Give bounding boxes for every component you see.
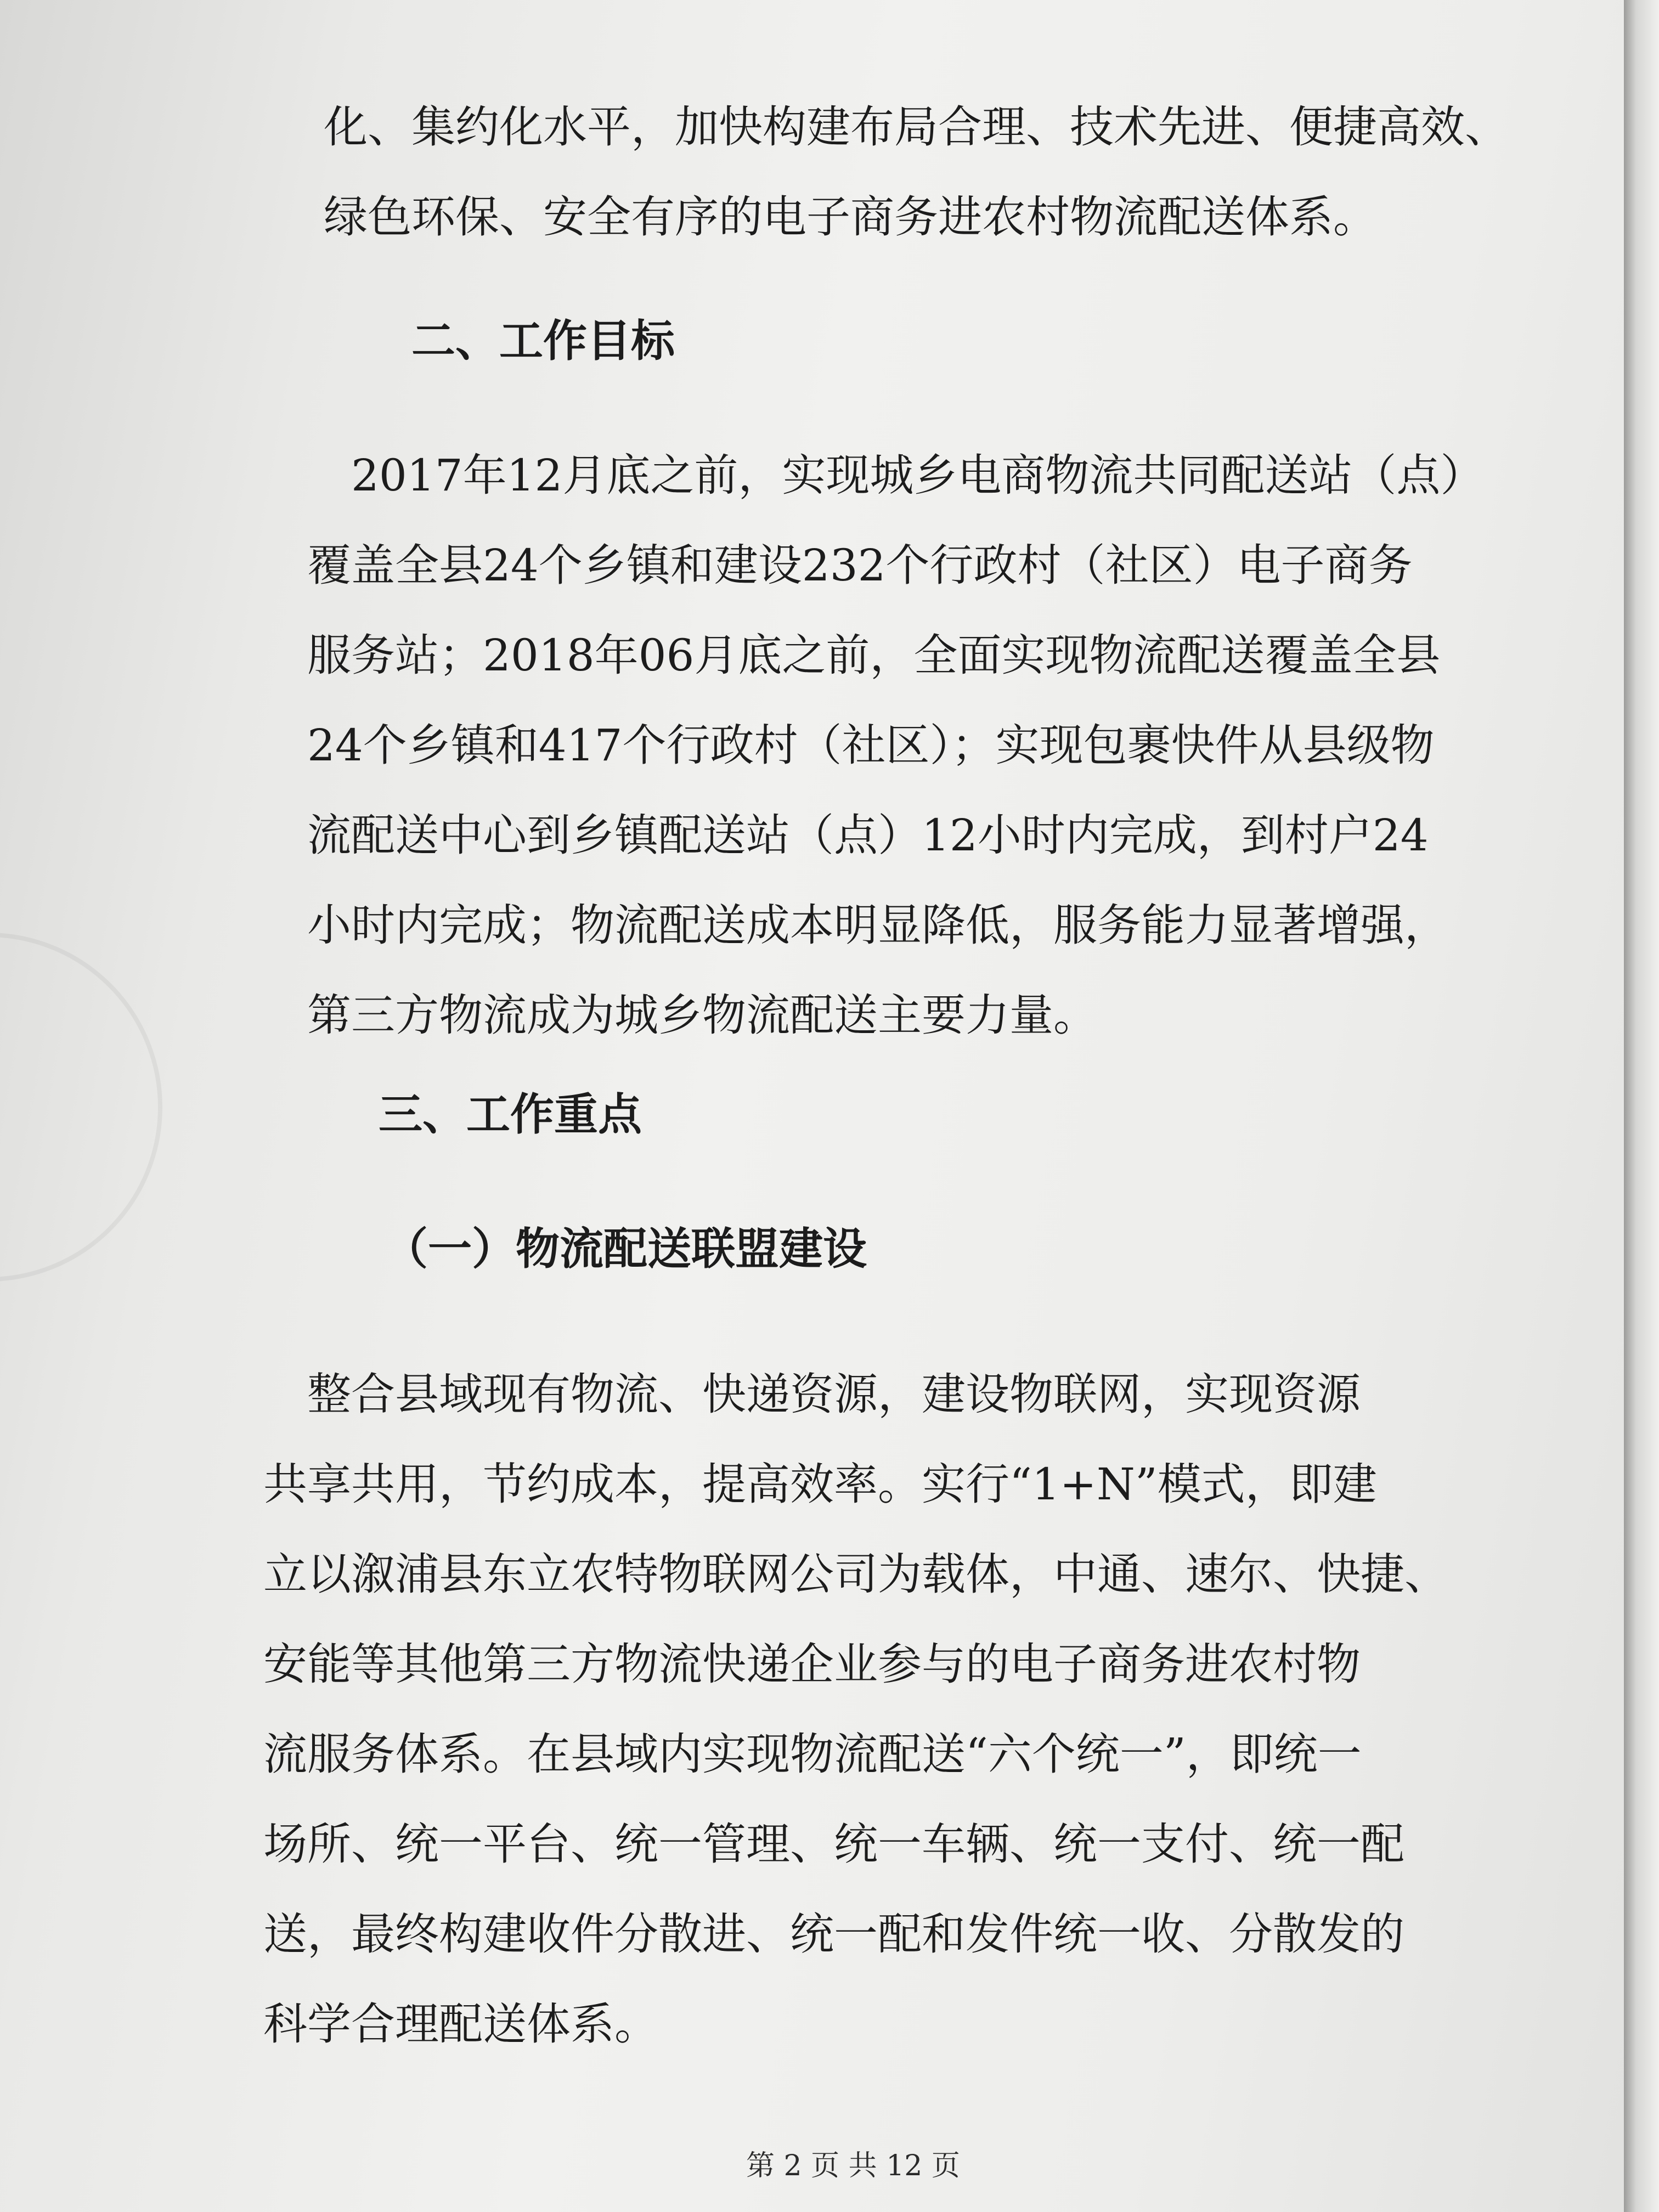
section-heading-work-goals: 二、工作目标 [411,315,675,366]
text-line: 第三方物流成为城乡物流配送主要力量。 [307,990,1097,1041]
page-number-footer: 第 2 页 共 12 页 [746,2149,960,2182]
text-line: 绿色环保、安全有序的电子商务进农村物流配送体系。 [324,191,1377,242]
text-line: 流服务体系。在县域内实现物流配送“六个统一”，即统一 [263,1729,1362,1780]
paragraph-logistics-alliance [263,1350,1448,2069]
text-line: 服务站；2018年06月底之前，全面实现物流配送覆盖全县 [307,630,1441,681]
text-line: 送，最终构建收件分散进、统一配和发件统一收、分散发的 [263,1909,1404,1960]
section-heading-work-focus: 三、工作重点 [379,1089,642,1140]
text-line: 2017年12月底之前，实现城乡电商物流共同配送站（点） [307,450,1485,501]
text-line: 24个乡镇和417个行政村（社区）；实现包裹快件从县级物 [307,720,1435,771]
subsection-heading-logistics-alliance: （一）物流配送联盟建设 [384,1223,867,1274]
text-line: 小时内完成；物流配送成本明显降低，服务能力显著增强， [307,900,1448,951]
text-line: 场所、统一平台、统一管理、统一车辆、统一支付、统一配 [263,1819,1404,1870]
text-line: 共享共用，节约成本，提高效率。实行“1+N”模式，即建 [263,1459,1377,1510]
text-line: 化、集约化水平，加快构建布局合理、技术先进、便捷高效、 [324,101,1509,153]
text-line: 整合县域现有物流、快递资源，建设物联网，实现资源 [263,1369,1361,1420]
text-line: 立以溆浦县东立农特物联网公司为载体，中通、速尔、快捷、 [263,1549,1448,1600]
paragraph-intro-continuation [324,82,1509,262]
page-edge-shadow [1624,0,1659,2212]
text-line: 安能等其他第三方物流快递企业参与的电子商务进农村物 [263,1639,1361,1690]
text-line: 科学合理配送体系。 [263,1999,658,2050]
faint-stamp-mark [0,933,162,1282]
paragraph-work-goals [307,431,1484,1060]
text-line: 覆盖全县24个乡镇和建设232个行政村（社区）电子商务 [307,540,1413,591]
text-line: 流配送中心到乡镇配送站（点）12小时内完成，到村户24 [307,810,1429,861]
